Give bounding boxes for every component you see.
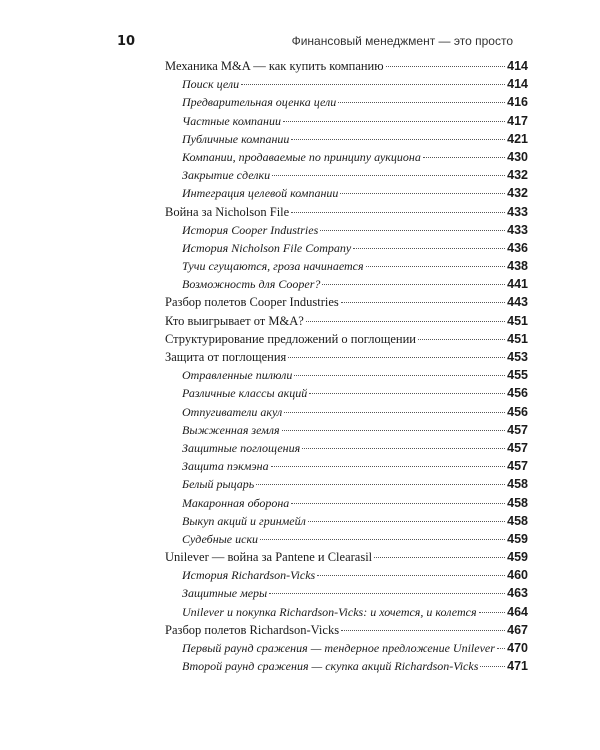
toc-subsection-entry xyxy=(165,239,528,257)
toc-subsection-entry xyxy=(165,166,528,184)
table-of-contents xyxy=(165,57,528,675)
toc-subsection-entry xyxy=(165,275,528,293)
toc-entry-page: 451 xyxy=(507,331,528,346)
toc-entry-title: Отпугиватели акул xyxy=(182,404,283,419)
dot-leader xyxy=(338,102,505,103)
toc-entry-title: Компании, продаваемые по принципу аукциона xyxy=(182,149,421,164)
toc-entry-page: 456 xyxy=(507,404,528,419)
toc-entry-title: Возможность для Cooper? xyxy=(182,277,321,292)
dot-leader xyxy=(272,175,505,176)
dot-leader xyxy=(269,593,505,594)
toc-entry-title: Война за Nicholson File xyxy=(165,204,290,219)
toc-entry-title: Судебные иски xyxy=(182,531,259,546)
toc-subsection-entry xyxy=(165,566,528,584)
toc-entry-title: Unilever — война за Pantene и Clearasil xyxy=(165,550,373,565)
dot-leader xyxy=(283,121,505,122)
page-header xyxy=(0,0,600,50)
toc-section-entry xyxy=(165,330,528,348)
toc-entry-title: Макаронная оборона xyxy=(182,495,290,510)
toc-entry-page: 467 xyxy=(507,622,528,637)
toc-subsection-entry xyxy=(165,130,528,148)
toc-entry-page: 430 xyxy=(507,149,528,164)
toc-subsection-entry xyxy=(165,93,528,111)
toc-subsection-entry xyxy=(165,184,528,202)
toc-entry-title: Частные компании xyxy=(182,113,281,128)
toc-entry-page: 438 xyxy=(507,259,528,274)
dot-leader xyxy=(341,302,505,303)
toc-entry-page: 441 xyxy=(507,277,528,292)
dot-leader xyxy=(302,448,505,449)
dot-leader xyxy=(423,157,505,158)
toc-entry-title: Выжженная земля xyxy=(182,422,280,437)
toc-entry-page: 456 xyxy=(507,386,528,401)
toc-subsection-entry xyxy=(165,366,528,384)
toc-entry-title: Механика M&A — как купить компанию xyxy=(165,59,384,73)
toc-entry-page: 459 xyxy=(507,550,528,565)
toc-subsection-entry xyxy=(165,148,528,166)
toc-entry-title: Выкуп акций и гринмейл xyxy=(182,513,306,528)
toc-subsection-entry xyxy=(165,421,528,439)
dot-leader xyxy=(317,575,505,576)
dot-leader xyxy=(291,212,505,213)
toc-entry-title: Тучи сгущаются, гроза начинается xyxy=(182,259,364,274)
dot-leader xyxy=(341,630,505,631)
toc-entry-page: 451 xyxy=(507,313,528,328)
toc-entry-page: 459 xyxy=(507,531,528,546)
dot-leader xyxy=(340,193,505,194)
toc-entry-page: 421 xyxy=(507,131,528,146)
toc-entry-page: 458 xyxy=(507,477,528,492)
toc-entry-title: Белый рыцарь xyxy=(182,477,255,492)
toc-subsection-entry xyxy=(165,221,528,239)
toc-entry-title: Защита от поглощения xyxy=(165,350,287,364)
toc-subsection-entry xyxy=(165,657,528,675)
toc-entry-page: 414 xyxy=(507,59,528,73)
toc-entry-page: 436 xyxy=(507,240,528,255)
toc-entry-page: 453 xyxy=(507,350,528,364)
toc-entry-page: 458 xyxy=(507,495,528,510)
toc-entry-page: 464 xyxy=(507,604,528,619)
toc-entry-title: Интеграция целевой компании xyxy=(182,186,339,201)
toc-entry-title: Закрытие сделки xyxy=(182,168,271,183)
toc-entry-title: Защитные поглощения xyxy=(182,440,301,455)
dot-leader xyxy=(308,521,505,522)
toc-entry-page: 432 xyxy=(507,168,528,183)
dot-leader xyxy=(241,84,505,85)
toc-entry-page: 457 xyxy=(507,422,528,437)
toc-entry-title: Unilever и покупка Richardson-Vicks: и хочется, и колется xyxy=(182,604,477,619)
toc-entry-page: 460 xyxy=(507,568,528,583)
toc-section-entry xyxy=(165,621,528,639)
dot-leader xyxy=(366,266,506,267)
dot-leader xyxy=(284,412,505,413)
toc-entry-page: 458 xyxy=(507,513,528,528)
toc-entry-title: Отравленные пилюли xyxy=(182,368,293,383)
dot-leader xyxy=(418,339,505,340)
dot-leader xyxy=(282,430,506,431)
toc-entry-title: Разбор полетов Cooper Industries xyxy=(165,295,339,310)
dot-leader xyxy=(497,648,505,649)
toc-subsection-entry xyxy=(165,257,528,275)
page-number: 10 xyxy=(117,34,136,49)
dot-leader xyxy=(386,66,506,67)
toc-subsection-entry xyxy=(165,603,528,621)
toc-entry-page: 414 xyxy=(507,77,528,92)
toc-subsection-entry xyxy=(165,75,528,93)
toc-entry-title: Различные классы акций xyxy=(182,386,308,401)
dot-leader xyxy=(291,139,505,140)
toc-entry-title: История Richardson-Vicks xyxy=(182,568,316,583)
dot-leader xyxy=(374,557,505,558)
toc-subsection-entry xyxy=(165,584,528,602)
toc-entry-page: 455 xyxy=(507,368,528,383)
toc-entry-page: 471 xyxy=(507,659,528,674)
toc-section-entry xyxy=(165,348,528,366)
toc-entry-title: Кто выигрывает от M&A? xyxy=(165,313,304,328)
dot-leader xyxy=(479,612,506,613)
toc-entry-page: 432 xyxy=(507,186,528,201)
toc-entry-page: 433 xyxy=(507,204,528,219)
toc-entry-page: 470 xyxy=(507,641,528,655)
toc-entry-title: История Nicholson File Company xyxy=(182,240,352,255)
dot-leader xyxy=(309,393,505,394)
dot-leader xyxy=(256,484,505,485)
toc-entry-title: Структурирование предложений о поглощении xyxy=(165,331,416,346)
toc-subsection-entry xyxy=(165,530,528,548)
toc-section-entry xyxy=(165,548,528,566)
toc-entry-page: 463 xyxy=(507,586,528,601)
toc-subsection-entry xyxy=(165,494,528,512)
toc-subsection-entry xyxy=(165,475,528,493)
dot-leader xyxy=(294,375,505,376)
toc-section-entry xyxy=(165,293,528,311)
dot-leader xyxy=(260,539,505,540)
toc-entry-page: 417 xyxy=(507,113,528,128)
toc-entry-title: История Cooper Industries xyxy=(182,222,319,237)
toc-subsection-entry xyxy=(165,384,528,402)
toc-section-entry xyxy=(165,57,528,75)
toc-subsection-entry xyxy=(165,639,528,657)
toc-subsection-entry xyxy=(165,439,528,457)
toc-entry-title: Второй раунд сражения — скупка акций Richardson-Vicks xyxy=(182,659,479,674)
running-title: Финансовый менеджмент — это просто xyxy=(291,34,513,48)
toc-section-entry xyxy=(165,203,528,221)
toc-entry-title: Защитные меры xyxy=(182,586,268,601)
dot-leader xyxy=(322,284,505,285)
toc-entry-title: Первый раунд сражения — тендерное предложение Unilever xyxy=(182,641,495,655)
toc-entry-title: Публичные компании xyxy=(182,131,290,146)
dot-leader xyxy=(306,321,505,322)
toc-entry-title: Разбор полетов Richardson-Vicks xyxy=(165,622,340,637)
toc-entry-title: Защита пэкмэна xyxy=(182,459,269,474)
toc-subsection-entry xyxy=(165,512,528,530)
dot-leader xyxy=(288,357,505,358)
toc-entry-page: 416 xyxy=(507,95,528,110)
toc-subsection-entry xyxy=(165,112,528,130)
toc-entry-title: Поиск цели xyxy=(182,77,240,92)
dot-leader xyxy=(353,248,505,249)
dot-leader xyxy=(480,666,505,667)
dot-leader xyxy=(271,466,506,467)
toc-entry-page: 433 xyxy=(507,222,528,237)
toc-subsection-entry xyxy=(165,457,528,475)
toc-subsection-entry xyxy=(165,403,528,421)
toc-entry-page: 457 xyxy=(507,459,528,474)
dot-leader xyxy=(320,230,505,231)
toc-entry-title: Предварительная оценка цели xyxy=(182,95,337,110)
toc-entry-page: 443 xyxy=(507,295,528,310)
toc-entry-page: 457 xyxy=(507,440,528,455)
dot-leader xyxy=(291,503,505,504)
toc-section-entry xyxy=(165,312,528,330)
